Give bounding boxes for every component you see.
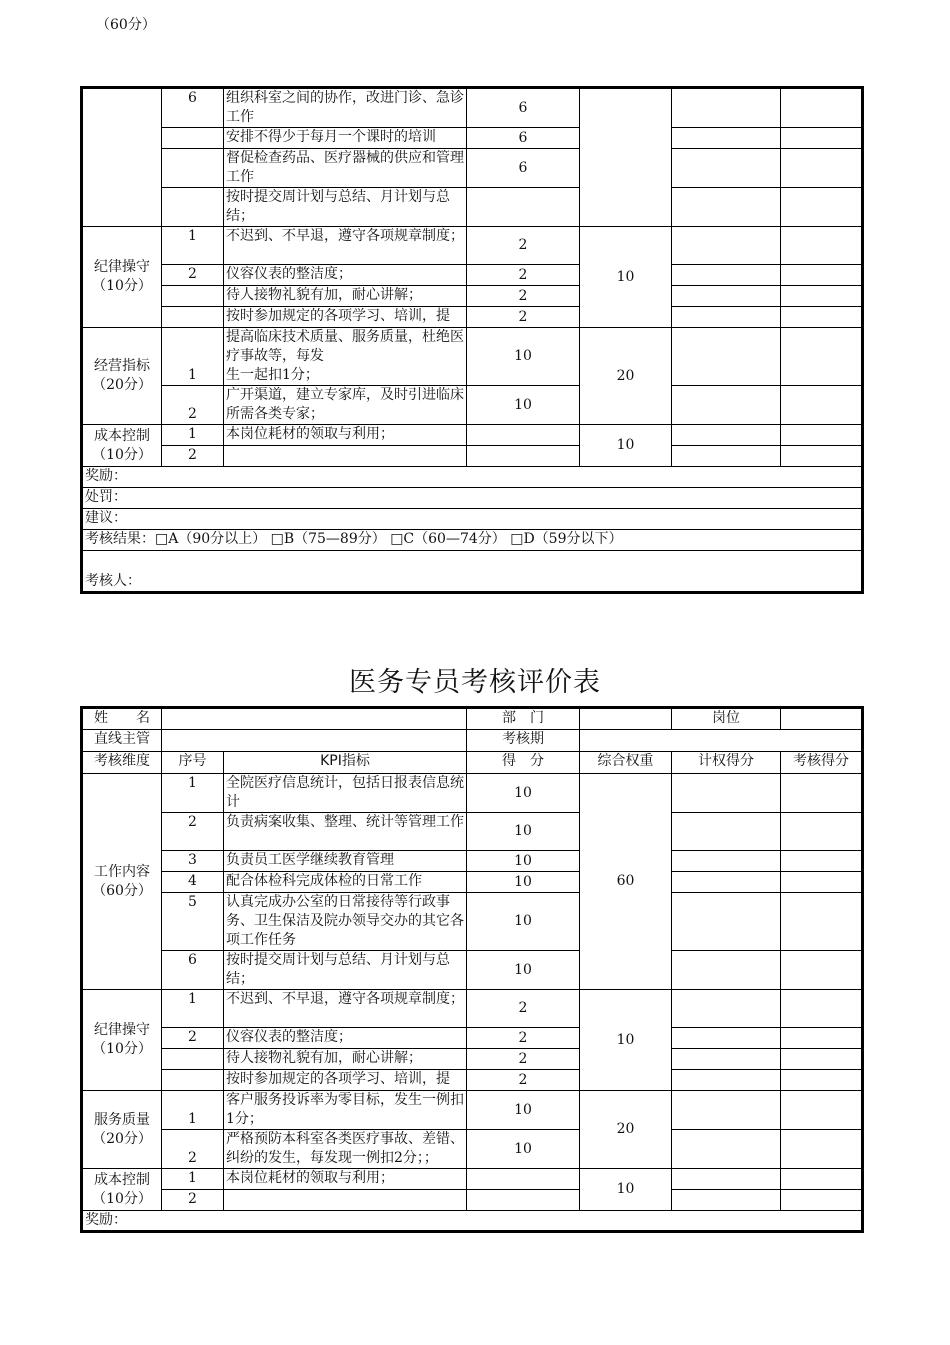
score-cell: 10 <box>467 893 580 951</box>
row-number: 2 <box>162 1130 224 1169</box>
table-row <box>82 1169 863 1190</box>
table-row <box>82 386 863 425</box>
kpi-text: 待人接物礼貌有加，耐心讲解； <box>224 286 467 307</box>
weighted-score-cell[interactable] <box>672 1190 781 1211</box>
sheet2-table <box>80 706 864 1233</box>
final-score-cell[interactable] <box>781 446 863 467</box>
final-score-cell[interactable] <box>781 286 863 307</box>
weighted-score-cell[interactable] <box>672 1070 781 1091</box>
weighted-score-cell[interactable] <box>672 1049 781 1070</box>
table-row <box>82 188 863 227</box>
kpi-text: 客户服务投诉率为零目标，发生一例扣1分； <box>224 1091 467 1130</box>
score-cell <box>467 1169 580 1190</box>
final-score-cell[interactable] <box>781 1169 863 1190</box>
row-number: 1 <box>162 227 224 265</box>
row-number: 6 <box>162 88 224 128</box>
dept-label: 部 门 <box>467 708 580 730</box>
assessor-field[interactable]: 考核人： <box>82 551 863 593</box>
final-score-cell[interactable] <box>781 328 863 386</box>
score-cell: 2 <box>467 265 580 286</box>
table-row <box>82 1190 863 1211</box>
table-row <box>82 1130 863 1169</box>
final-score-cell[interactable] <box>781 1130 863 1169</box>
row-number: 1 <box>162 1091 224 1130</box>
weighted-score-cell[interactable] <box>672 1130 781 1169</box>
final-score-cell[interactable] <box>781 893 863 951</box>
row-number: 6 <box>162 951 224 990</box>
row-number: 1 <box>162 1169 224 1190</box>
score-cell: 2 <box>467 990 580 1028</box>
final-score-cell[interactable] <box>781 990 863 1028</box>
weighted-score-cell[interactable] <box>672 872 781 893</box>
final-score-cell[interactable] <box>781 851 863 872</box>
final-score-cell[interactable] <box>781 128 863 149</box>
score-cell: 2 <box>467 1070 580 1091</box>
table-row <box>82 509 863 530</box>
table-row <box>82 1049 863 1070</box>
score-cell: 10 <box>467 1130 580 1169</box>
final-score-cell[interactable] <box>781 307 863 328</box>
table-row <box>82 1070 863 1091</box>
table-row <box>82 446 863 467</box>
table-row <box>82 128 863 149</box>
weighted-score-cell[interactable] <box>672 990 781 1028</box>
score-cell: 2 <box>467 227 580 265</box>
score-cell: 10 <box>467 813 580 851</box>
col-score: 得 分 <box>467 752 580 774</box>
kpi-text: 督促检查药品、医疗器械的供应和管理工作 <box>224 149 467 188</box>
final-score-cell[interactable] <box>781 88 863 128</box>
kpi-text: 广开渠道，建立专家库，及时引进临床所需各类专家； <box>224 386 467 425</box>
row-number: 2 <box>162 1190 224 1211</box>
final-score-cell[interactable] <box>781 1070 863 1091</box>
weighted-score-cell[interactable] <box>672 265 781 286</box>
score-cell: 10 <box>467 951 580 990</box>
final-score-cell[interactable] <box>781 1049 863 1070</box>
top-note: （60分） <box>96 17 156 33</box>
final-score-cell[interactable] <box>781 1190 863 1211</box>
kpi-text: 提高临床技术质量、服务质量，杜绝医疗事故等，每发 生一起扣1分； <box>224 328 467 386</box>
sheet1-table <box>80 86 864 594</box>
kpi-text: 按时提交周计划与总结、月计划与总结； <box>224 188 467 227</box>
col-weight: 综合权重 <box>580 752 672 774</box>
dimension-discipline: 纪律操守 （10分） <box>82 227 162 328</box>
dimension-discipline: 纪律操守 （10分） <box>82 990 162 1091</box>
post-field[interactable] <box>781 708 863 730</box>
weighted-score-cell[interactable] <box>672 307 781 328</box>
col-weighted-score: 计权得分 <box>672 752 781 774</box>
weighted-score-cell[interactable] <box>672 1169 781 1190</box>
score-cell: 10 <box>467 851 580 872</box>
row-number: 2 <box>162 1028 224 1049</box>
row-number <box>162 149 224 188</box>
table-row <box>82 730 863 752</box>
row-number <box>162 286 224 307</box>
score-cell <box>467 446 580 467</box>
row-number: 1 <box>162 990 224 1028</box>
dimension-service: 服务质量 （20分） <box>82 1091 162 1169</box>
kpi-text: 全院医疗信息统计，包括日报表信息统计 <box>224 774 467 813</box>
weighted-score-cell[interactable] <box>672 1091 781 1130</box>
weighted-score-cell[interactable] <box>672 1028 781 1049</box>
weighted-score-cell[interactable] <box>672 386 781 425</box>
weighted-score-cell[interactable] <box>672 128 781 149</box>
table-row <box>82 1091 863 1130</box>
table-row <box>82 1028 863 1049</box>
row-number <box>162 1049 224 1070</box>
row-number <box>162 188 224 227</box>
dept-field[interactable] <box>580 708 672 730</box>
kpi-text: 本岗位耗材的领取与利用； <box>224 425 467 446</box>
final-score-cell[interactable] <box>781 1028 863 1049</box>
row-number: 1 <box>162 774 224 813</box>
weighted-score-cell[interactable] <box>672 286 781 307</box>
kpi-text: 严格预防本科室各类医疗事故、差错、纠纷的发生，每发现一例扣2分；； <box>224 1130 467 1169</box>
dimension-work: 工作内容 （60分） <box>82 774 162 990</box>
final-score-cell[interactable] <box>781 149 863 188</box>
weighted-score-cell[interactable] <box>672 328 781 386</box>
table-row <box>82 893 863 951</box>
score-cell: 2 <box>467 1028 580 1049</box>
weighted-score-cell[interactable] <box>672 227 781 265</box>
final-score-cell[interactable] <box>781 813 863 851</box>
row-number: 2 <box>162 265 224 286</box>
final-score-cell[interactable] <box>781 386 863 425</box>
penalty-field[interactable]: 处罚： <box>82 488 863 509</box>
weight-cell: 10 <box>580 990 672 1091</box>
table-row <box>82 951 863 990</box>
row-number: 4 <box>162 872 224 893</box>
dimension-cost: 成本控制 （10分） <box>82 1169 162 1211</box>
final-score-cell[interactable] <box>781 872 863 893</box>
kpi-text: 配合体检科完成体检的日常工作 <box>224 872 467 893</box>
col-kpi: KPI指标 <box>224 752 467 774</box>
weighted-score-cell[interactable] <box>672 851 781 872</box>
row-number: 2 <box>162 813 224 851</box>
table-row <box>82 774 863 813</box>
kpi-text: 安排不得少于每月一个课时的培训 <box>224 128 467 149</box>
table-row <box>82 149 863 188</box>
row-number: 5 <box>162 893 224 951</box>
kpi-text <box>224 446 467 467</box>
reward-field[interactable]: 奖励： <box>82 1211 863 1232</box>
weight-cell: 60 <box>580 774 672 990</box>
final-score-cell[interactable] <box>781 188 863 227</box>
score-cell <box>467 188 580 227</box>
row-number: 1 <box>162 425 224 446</box>
table-row <box>82 752 863 774</box>
dimension-cost: 成本控制 （10分） <box>82 425 162 467</box>
dimension-business: 经营指标 （20分） <box>82 328 162 425</box>
score-cell: 10 <box>467 328 580 386</box>
score-cell <box>467 425 580 446</box>
name-field[interactable] <box>162 708 467 730</box>
weight-cell: 10 <box>580 425 672 467</box>
table-row <box>82 488 863 509</box>
score-cell <box>467 1190 580 1211</box>
table-row <box>82 872 863 893</box>
col-dimension: 考核维度 <box>82 752 162 774</box>
row-number: 2 <box>162 386 224 425</box>
final-score-cell[interactable] <box>781 774 863 813</box>
weighted-score-cell[interactable] <box>672 425 781 446</box>
table-row <box>82 990 863 1028</box>
weighted-score-cell[interactable] <box>672 446 781 467</box>
table-row <box>82 328 863 386</box>
weight-cell: 20 <box>580 328 672 425</box>
kpi-text: 负责病案收集、整理、统计等管理工作 <box>224 813 467 851</box>
weighted-score-cell[interactable] <box>672 774 781 813</box>
weighted-score-cell[interactable] <box>672 149 781 188</box>
final-score-cell[interactable] <box>781 1091 863 1130</box>
kpi-text: 按时提交周计划与总结、月计划与总结； <box>224 951 467 990</box>
score-cell: 10 <box>467 774 580 813</box>
weight-cell: 10 <box>580 227 672 328</box>
row-number <box>162 128 224 149</box>
kpi-text: 按时参加规定的各项学习、培训，提 <box>224 307 467 328</box>
table-row <box>82 551 863 593</box>
weighted-score-cell[interactable] <box>672 813 781 851</box>
weight-cell: 10 <box>580 1169 672 1211</box>
kpi-text: 不迟到、不早退，遵守各项规章制度； <box>224 227 467 265</box>
period-label: 考核期 <box>467 730 580 752</box>
supervisor-label: 直线主管 <box>82 730 162 752</box>
post-label: 岗位 <box>672 708 781 730</box>
dimension-cell <box>82 88 162 227</box>
score-cell: 10 <box>467 386 580 425</box>
table-row <box>82 227 863 265</box>
kpi-text: 不迟到、不早退，遵守各项规章制度； <box>224 990 467 1028</box>
kpi-text: 负责员工医学继续教育管理 <box>224 851 467 872</box>
weighted-score-cell[interactable] <box>672 951 781 990</box>
final-score-cell[interactable] <box>781 227 863 265</box>
weighted-score-cell[interactable] <box>672 893 781 951</box>
table-row <box>82 286 863 307</box>
kpi-text: 按时参加规定的各项学习、培训，提 <box>224 1070 467 1091</box>
table-row <box>82 813 863 851</box>
name-label: 姓 名 <box>82 708 162 730</box>
kpi-text: 仪容仪表的整洁度； <box>224 1028 467 1049</box>
score-cell: 2 <box>467 307 580 328</box>
kpi-text: 本岗位耗材的领取与利用； <box>224 1169 467 1190</box>
score-cell: 2 <box>467 1049 580 1070</box>
weight-cell: 20 <box>580 1091 672 1169</box>
score-cell: 10 <box>467 872 580 893</box>
score-cell: 6 <box>467 149 580 188</box>
table-row <box>82 530 863 551</box>
weight-cell <box>580 88 672 227</box>
row-number: 1 <box>162 328 224 386</box>
kpi-text: 仪容仪表的整洁度； <box>224 265 467 286</box>
table-row <box>82 467 863 488</box>
col-final-score: 考核得分 <box>781 752 863 774</box>
score-cell: 6 <box>467 88 580 128</box>
page-title: 医务专员考核评价表 <box>349 667 601 698</box>
kpi-text: 认真完成办公室的日常接待等行政事务、卫生保洁及院办领导交办的其它各项工作任务 <box>224 893 467 951</box>
col-number: 序号 <box>162 752 224 774</box>
row-number <box>162 1070 224 1091</box>
score-cell: 2 <box>467 286 580 307</box>
reward-field[interactable]: 奖励： <box>82 467 863 488</box>
table-row <box>82 265 863 286</box>
row-number: 3 <box>162 851 224 872</box>
table-row <box>82 88 863 128</box>
advice-field[interactable]: 建议： <box>82 509 863 530</box>
weighted-score-cell[interactable] <box>672 88 781 128</box>
table-row <box>82 851 863 872</box>
score-cell: 10 <box>467 1091 580 1130</box>
final-score-cell[interactable] <box>781 425 863 446</box>
table-row <box>82 307 863 328</box>
score-cell: 6 <box>467 128 580 149</box>
period-field[interactable] <box>580 730 863 752</box>
table-row <box>82 708 863 730</box>
table-row <box>82 1211 863 1232</box>
result-options[interactable]: 考核结果：□A（90分以上） □B（75—89分） □C（60—74分） □D（59分以下） <box>82 530 863 551</box>
table-row <box>82 425 863 446</box>
final-score-cell[interactable] <box>781 265 863 286</box>
row-number <box>162 307 224 328</box>
kpi-text: 待人接物礼貌有加，耐心讲解； <box>224 1049 467 1070</box>
kpi-text <box>224 1190 467 1211</box>
weighted-score-cell[interactable] <box>672 188 781 227</box>
final-score-cell[interactable] <box>781 951 863 990</box>
supervisor-field[interactable] <box>162 730 467 752</box>
kpi-text: 组织科室之间的协作，改进门诊、急诊工作 <box>224 88 467 128</box>
row-number: 2 <box>162 446 224 467</box>
